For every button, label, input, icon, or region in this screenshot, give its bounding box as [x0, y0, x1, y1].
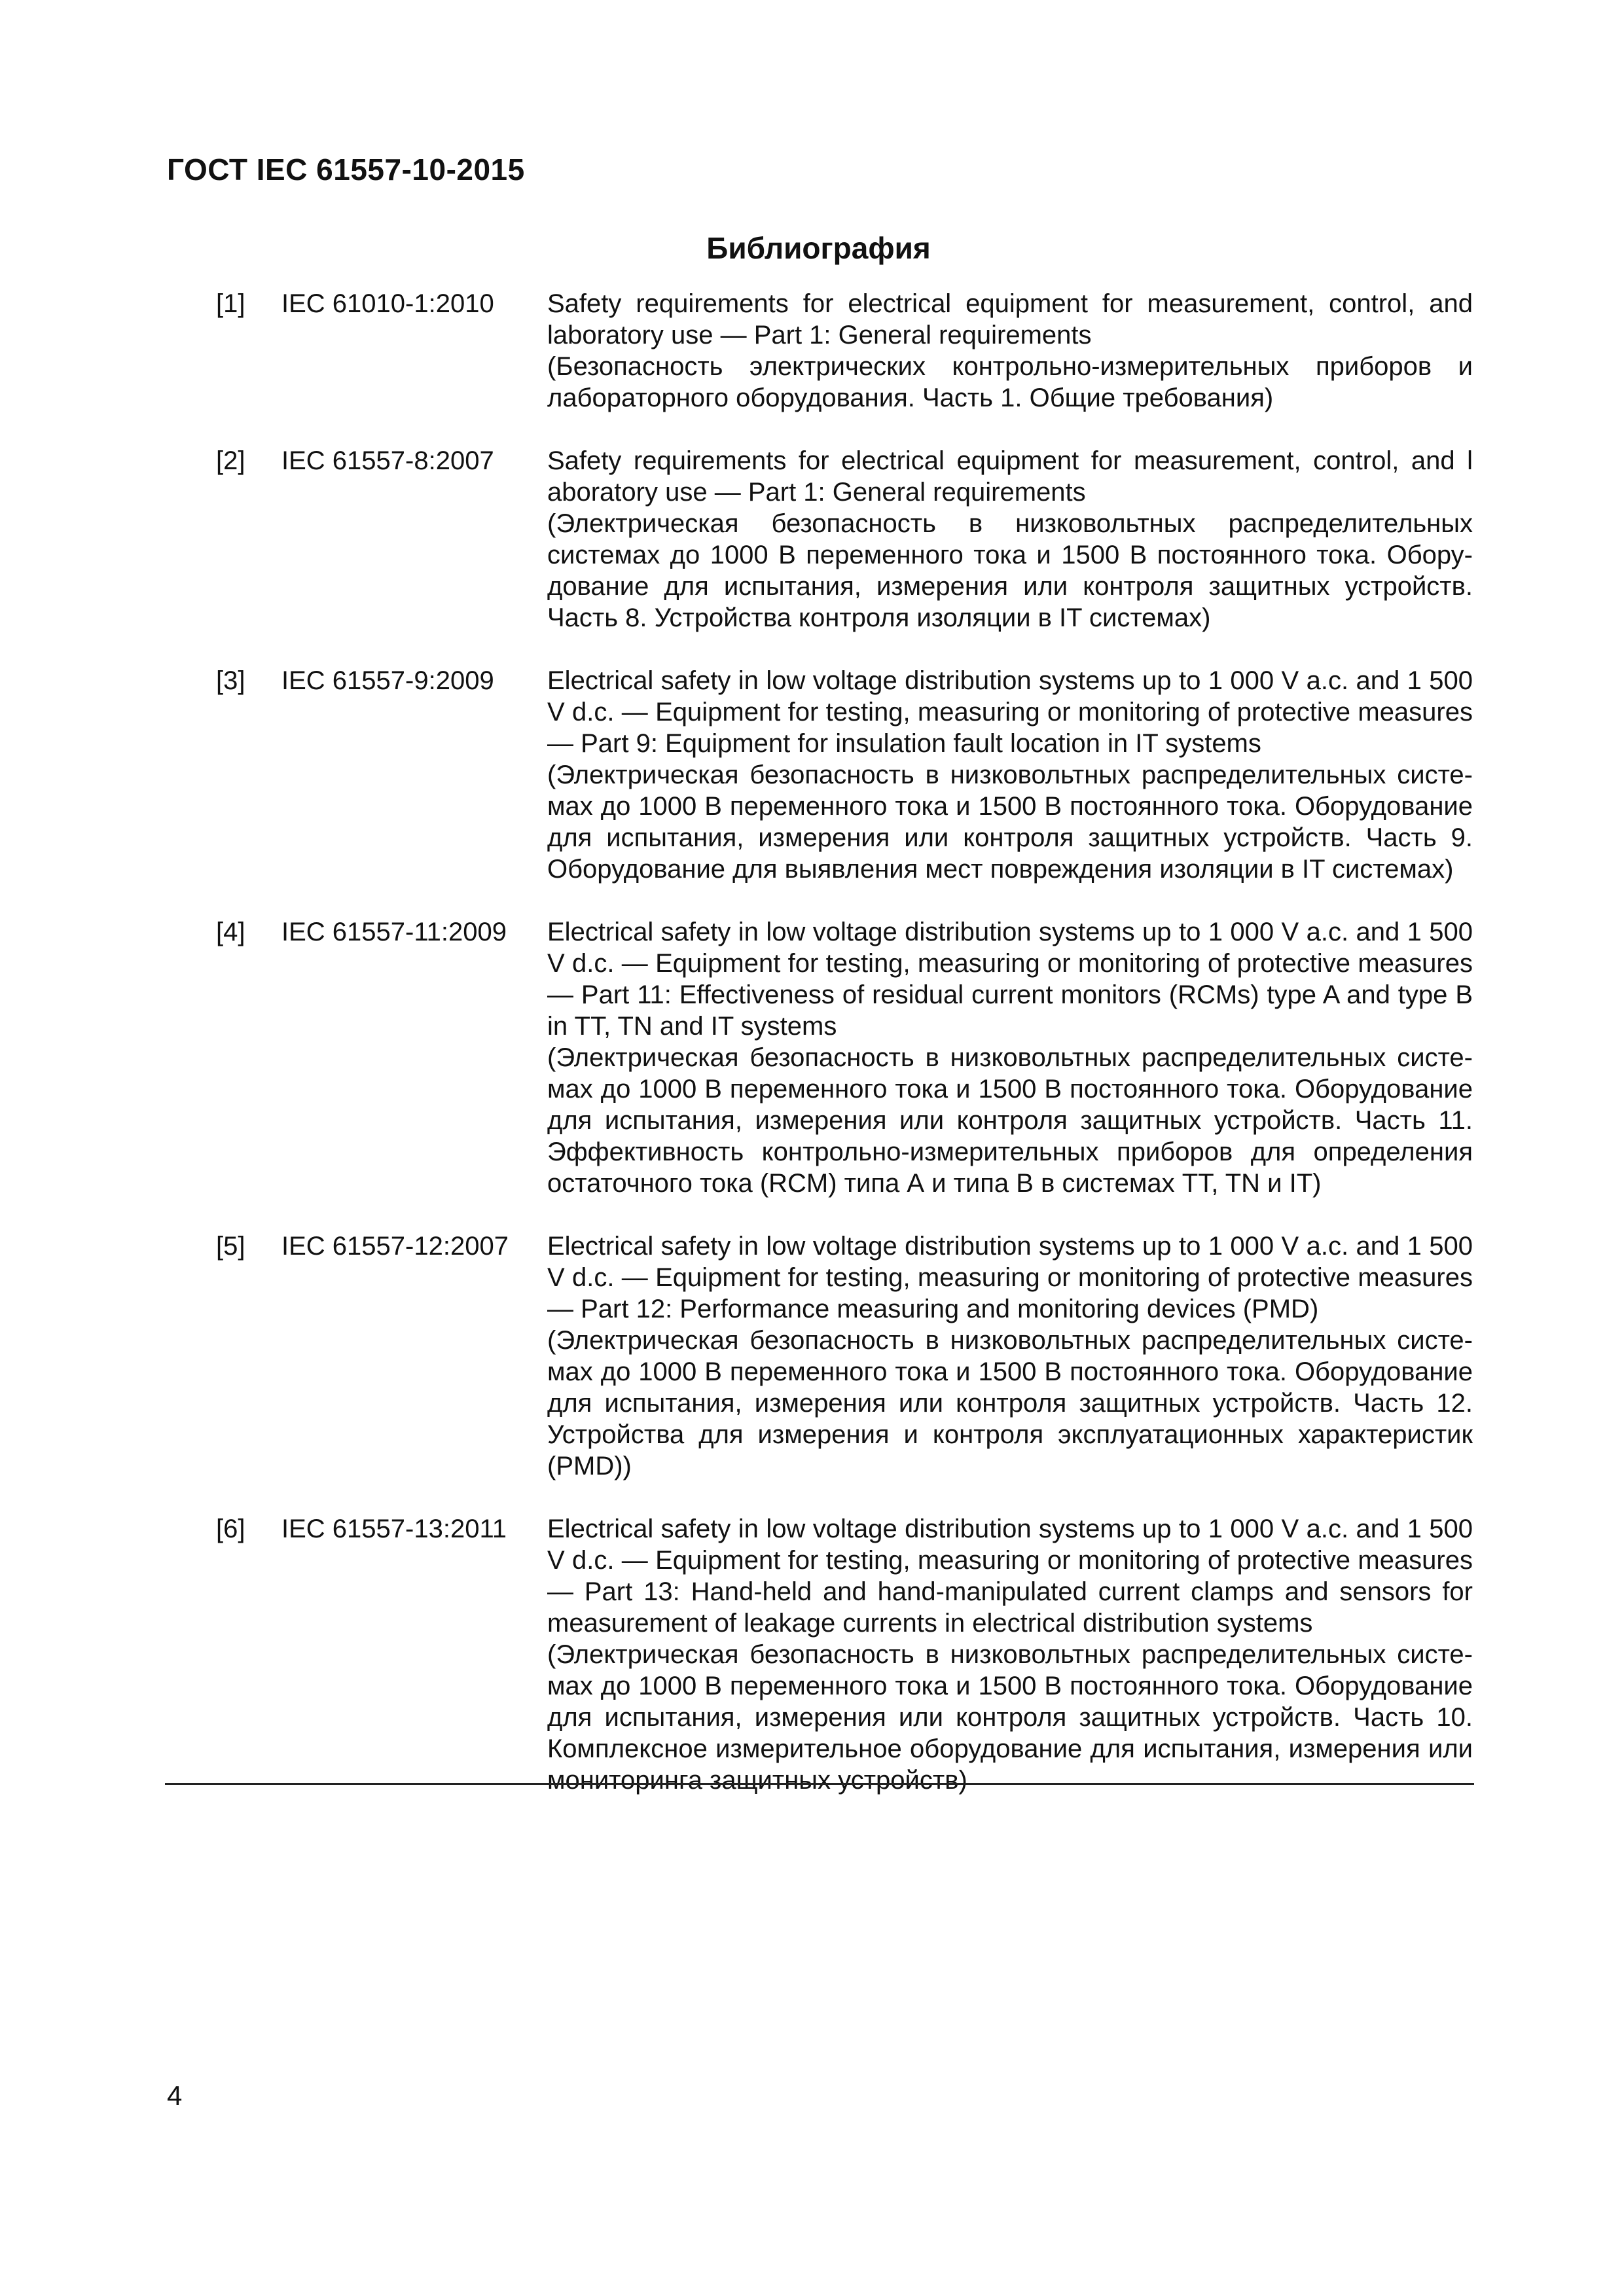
entry-number: [2] — [216, 446, 245, 475]
bibliography-entry — [216, 1230, 1473, 1482]
entry-title-ru: (Электрическая безопасность в низковольтных распределительных систе-мах до 1000 В переменного тока и 1500 В постоянного тока. Оборудование для испытания, измерения или контроля защитных устройств. Часть 9. Оборудование для выявления мест повреждения изоляции в IT системах) — [547, 761, 1473, 884]
entry-number: [4] — [216, 918, 245, 946]
entry-title-ru: (Электрическая безопасность в низковольтных распределительных систе-мах до 1000 В переменного тока и 1500 В постоянного тока. Оборудование для испытания, измерения или контроля защитных устройств. Часть 10. Комплексное измерительное оборудование для испытания, измерения или мониторинга защитных устройств) — [547, 1640, 1473, 1795]
entry-title-en: Safety requirements for electrical equipment for measurement, control, and laboratory use — Part 1: General requirements — [547, 289, 1473, 350]
entry-title-ru: (Электрическая безопасность в низковольтных распределительных системах до 1000 В переменного тока и 1500 В постоянного тока. Обору-дование для испытания, измерения или контроля защитных устройств. Часть 8. Устройства контроля изоляции в IT системах) — [547, 509, 1473, 632]
standard-code: IEC 61010-1:2010 — [281, 289, 494, 318]
bibliography-entry — [216, 288, 1473, 414]
entry-title-ru: (Безопасность электрических контрольно-измерительных приборов и лабораторного оборудования. Часть 1. Общие требования) — [547, 352, 1473, 412]
standard-code: IEC 61557-13:2011 — [281, 1515, 507, 1543]
entry-body — [547, 1230, 1473, 1482]
entry-title-en: Electrical safety in low voltage distribution systems up to 1 000 V a.c. and 1 500 V d.c. — Equipment for testing, measuring or monitoring of protective measures — Part 9: Equipment for insulation fault location in IT systems — [547, 666, 1473, 758]
page-number: 4 — [167, 2080, 183, 2111]
entry-number: [1] — [216, 289, 245, 318]
entry-body — [547, 916, 1473, 1199]
entry-title-en: Electrical safety in low voltage distribution systems up to 1 000 V a.c. and 1 500 V d.c. — Equipment for testing, measuring or monitoring of protective measures — Part 12: Performance measuring and monitoring devices (PMD) — [547, 1232, 1473, 1323]
entry-number: [3] — [216, 666, 245, 695]
entry-title-en: Safety requirements for electrical equipment for measurement, control, and l aboratory use — Part 1: General requirements — [547, 446, 1473, 507]
standard-code: IEC 61557-12:2007 — [281, 1232, 509, 1261]
entry-number: [6] — [216, 1515, 245, 1543]
standard-code: IEC 61557-8:2007 — [281, 446, 494, 475]
entry-body — [547, 445, 1473, 634]
entry-body — [547, 1513, 1473, 1796]
entry-title-ru: (Электрическая безопасность в низковольтных распределительных систе-мах до 1000 В переменного тока и 1500 В постоянного тока. Оборудование для испытания, измерения или контроля защитных устройств. Часть 12. Устройства для измерения и контроля эксплуатационных характеристик (PMD)) — [547, 1326, 1473, 1480]
page-title: Библиография — [706, 231, 931, 265]
bibliography-list — [216, 288, 1473, 1827]
entry-body — [547, 288, 1473, 414]
document-header: ГОСТ IEC 61557-10-2015 — [167, 152, 525, 187]
standard-code: IEC 61557-11:2009 — [281, 918, 507, 946]
entry-title-en: Electrical safety in low voltage distribution systems up to 1 000 V a.c. and 1 500 V d.c. — Equipment for testing, measuring or monitoring of protective measures — Part 13: Hand-held and hand-manipulated current clamps and sensors for measurement of leakage currents in electrical distribution systems — [547, 1515, 1473, 1638]
bibliography-entry — [216, 665, 1473, 885]
bibliography-entry — [216, 916, 1473, 1199]
entry-title-en: Electrical safety in low voltage distribution systems up to 1 000 V a.c. and 1 500 V d.c. — Equipment for testing, measuring or monitoring of protective measures — Part 11: Effectiveness of residual current monitors (RCMs) type A and type B in TT, TN and IT systems — [547, 918, 1473, 1041]
standard-code: IEC 61557-9:2009 — [281, 666, 494, 695]
entry-title-ru: (Электрическая безопасность в низковольтных распределительных систе-мах до 1000 В переменного тока и 1500 В постоянного тока. Оборудование для испытания, измерения или контроля защитных устройств. Часть 11. Эффективность контрольно-измерительных приборов для определения остаточного тока (RCM) типа А и типа В в системах TT, TN и IT) — [547, 1043, 1473, 1198]
bibliography-entry — [216, 1513, 1473, 1796]
closing-rule — [165, 1783, 1474, 1785]
bibliography-entry — [216, 445, 1473, 634]
entry-body — [547, 665, 1473, 885]
entry-number: [5] — [216, 1232, 245, 1261]
